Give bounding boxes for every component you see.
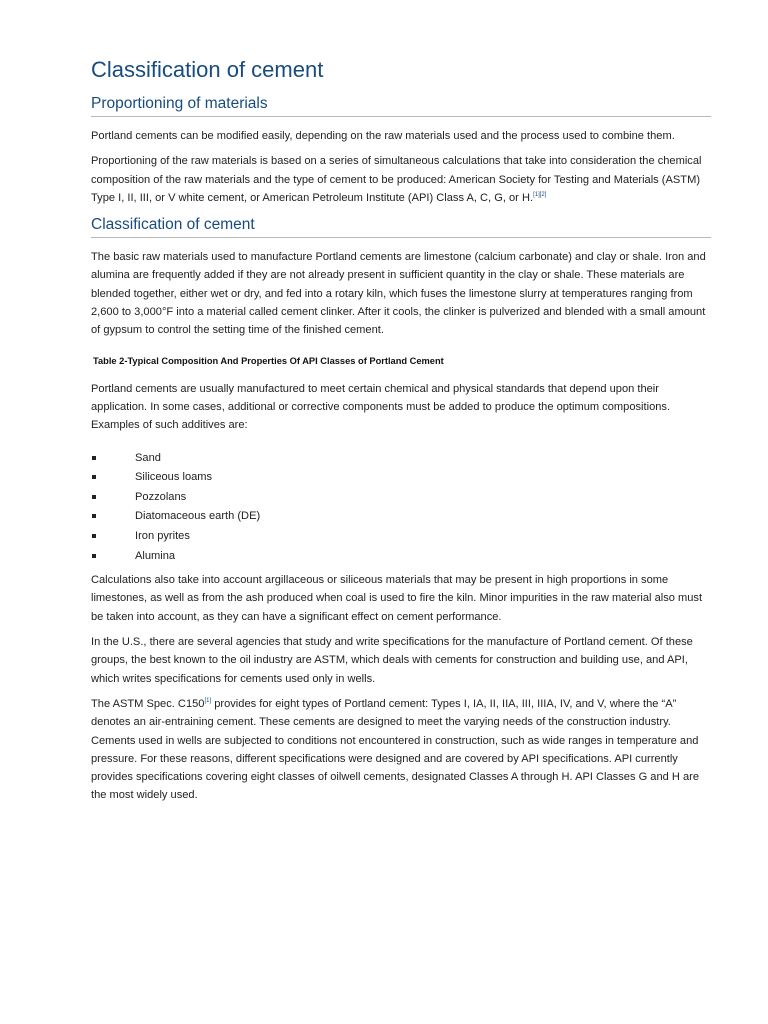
bullet-icon xyxy=(92,495,96,499)
paragraph-portland-modified: Portland cements can be modified easily, depending on the raw materials used and the process used to combine them. xyxy=(91,130,675,142)
astm-lead-text: The ASTM Spec. C150 xyxy=(91,697,205,710)
reference-link-astm[interactable]: [1] xyxy=(204,697,212,704)
section-heading-proportioning: Proportioning of materials xyxy=(91,94,711,117)
additives-list xyxy=(91,449,711,567)
list-item xyxy=(91,488,711,508)
paragraph-astm-spec xyxy=(91,695,711,805)
bullet-icon xyxy=(92,475,96,479)
list-item-label: Sand xyxy=(135,451,161,464)
astm-rest-text: provides for eight types of Portland cement: Types I, IA, II, IIA, III, IIIA, IV, and V, where the “A” denotes an air-entraining cement. These cements are designed to meet the varying needs of the construction industry. Cements used in wells are subjected to conditions not encountered in construction, such as wide ranges in temperature and pressure. For these reasons, different specifications were designed and are covered by API specifications. API currently provides specifications covering eight classes of oilwell cements, designated Classes A through H. API Classes G and H are the most widely used. xyxy=(91,697,699,802)
section-heading-classification: Classification of cement xyxy=(91,215,711,238)
bullet-icon xyxy=(92,456,96,460)
list-item xyxy=(91,507,711,527)
list-item-label: Pozzolans xyxy=(135,490,187,503)
bullet-icon xyxy=(92,534,96,538)
paragraph-calculations: Calculations also take into account argillaceous or siliceous materials that may be present in high proportions in some limestones, as well as from the ash produced when coal is used to fire the kiln. Minor impurities in the raw material also must be taken into account, as they can have a significant effect on cement performance. xyxy=(91,574,703,623)
list-item-label: Iron pyrites xyxy=(135,529,190,542)
list-item-label: Alumina xyxy=(135,549,176,562)
paragraph-raw-materials: The basic raw materials used to manufacture Portland cements are limestone (calcium carbonate) and clay or shale. Iron and alumina are frequently added if they are not already present in sufficient quantity in the clay or shale. These materials are blended together, either wet or dry, and fed into a rotary kiln, which fuses the limestone slurry at temperatures ranging from 2,600 to 3,000°F into a material called cement clinker. After it cools, the clinker is pulverized and blended with a small amount of gypsum to control the setting time of the finished cement. xyxy=(91,251,706,337)
paragraph-proportioning-text: Proportioning of the raw materials is based on a series of simultaneous calculations that take into consideration the chemical composition of the raw materials and the type of cement to be produced: American Society for Testing and Materials (ASTM) Type I, II, III, or V white cement, or American Petroleum Institute (API) Class A, C, G, or H. xyxy=(91,155,702,204)
bullet-icon xyxy=(92,514,96,518)
page-title: Classification of cement xyxy=(91,57,324,82)
list-item xyxy=(91,527,711,547)
list-item xyxy=(91,468,711,488)
list-item-label: Siliceous loams xyxy=(135,471,213,484)
bullet-icon xyxy=(92,554,96,558)
paragraph-agencies: In the U.S., there are several agencies that study and write specifications for the manufacture of Portland cement. Of these groups, the best known to the oil industry are ASTM, which deals with cements for construction and building use, and API, which writes specifications for cements used only in wells. xyxy=(91,636,693,685)
list-item-label: Diatomaceous earth (DE) xyxy=(135,510,261,523)
list-item xyxy=(91,449,711,469)
list-item xyxy=(91,547,711,567)
paragraph-additives-intro: Portland cements are usually manufactured to meet certain chemical and physical standards that depend upon their application. In some cases, additional or corrective components must be added to produce the optimum compositions. Examples of such additives are: xyxy=(91,382,671,432)
reference-link-2[interactable]: [2] xyxy=(539,191,547,198)
table-caption: Table 2-Typical Composition And Properties Of API Classes of Portland Cement xyxy=(93,355,444,366)
reference-link-1[interactable]: [1] xyxy=(533,191,540,198)
paragraph-proportioning xyxy=(91,152,711,207)
